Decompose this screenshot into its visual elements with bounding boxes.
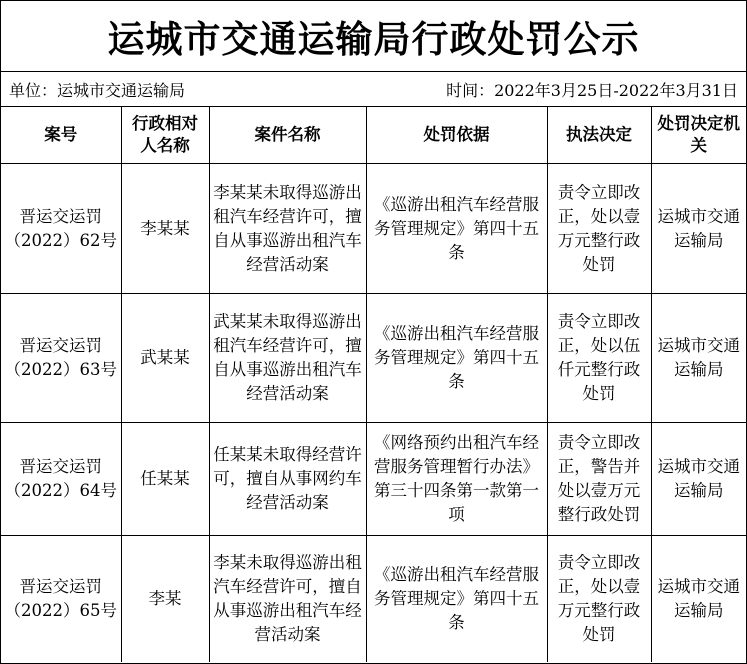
case-no-cell: 晋运交运罚（2022）64号 — [1, 423, 121, 536]
basis-cell: 《巡游出租汽车经营服务管理规定》第四十五条 — [366, 164, 547, 294]
case-no-cell: 晋运交运罚（2022）63号 — [1, 294, 121, 423]
basis-cell: 《巡游出租汽车经营服务管理规定》第四十五条 — [366, 294, 547, 423]
party-cell: 任某某 — [121, 423, 209, 536]
header-case-name: 案件名称 — [209, 107, 366, 164]
decision-cell: 责令立即改正，警告并处以壹万元整行政处罚 — [547, 423, 651, 536]
basis-cell: 《巡游出租汽车经营服务管理规定》第四十五条 — [366, 536, 547, 663]
authority-cell: 运城市交通运输局 — [651, 536, 746, 663]
table-row — [1, 294, 746, 423]
case-name-cell: 李某未取得巡游出租汽车经营许可，擅自从事巡游出租汽车经营活动案 — [209, 536, 366, 663]
authority-cell: 运城市交通运输局 — [651, 164, 746, 294]
case-name-cell: 武某某未取得巡游出租汽车经营许可，擅自从事巡游出租汽车经营活动案 — [209, 294, 366, 423]
table-row — [1, 536, 746, 663]
header-case-no: 案号 — [1, 107, 121, 164]
table-row — [1, 423, 746, 536]
table-header-row — [1, 107, 746, 164]
penalty-table — [1, 107, 746, 662]
header-decision: 执法决定 — [547, 107, 651, 164]
authority-cell: 运城市交通运输局 — [651, 423, 746, 536]
authority-cell: 运城市交通运输局 — [651, 294, 746, 423]
case-no-cell: 晋运交运罚（2022）65号 — [1, 536, 121, 663]
header-authority: 处罚决定机关 — [651, 107, 746, 164]
case-name-cell: 任某某未取得经营许可，擅自从事网约车经营活动案 — [209, 423, 366, 536]
party-cell: 李某 — [121, 536, 209, 663]
header-party: 行政相对人名称 — [121, 107, 209, 164]
title-row — [1, 1, 746, 72]
decision-cell: 责令立即改正，处以壹万元整行政处罚 — [547, 536, 651, 663]
decision-cell: 责令立即改正，处以伍仟元整行政处罚 — [547, 294, 651, 423]
party-cell: 李某某 — [121, 164, 209, 294]
meta-row — [1, 72, 746, 107]
period-label: 时间：2022年3月25日-2022年3月31日 — [446, 80, 738, 100]
page-title: 运城市交通运输局行政处罚公示 — [107, 18, 640, 61]
decision-cell: 责令立即改正，处以壹万元整行政处罚 — [547, 164, 651, 294]
table-row — [1, 164, 746, 294]
unit-label: 单位：运城市交通运输局 — [9, 80, 186, 100]
basis-cell: 《网络预约出租汽车经营服务管理暂行办法》第三十四条第一款第一项 — [366, 423, 547, 536]
case-no-cell: 晋运交运罚（2022）62号 — [1, 164, 121, 294]
case-name-cell: 李某某未取得巡游出租汽车经营许可，擅自从事巡游出租汽车经营活动案 — [209, 164, 366, 294]
party-cell: 武某某 — [121, 294, 209, 423]
header-basis: 处罚依据 — [366, 107, 547, 164]
